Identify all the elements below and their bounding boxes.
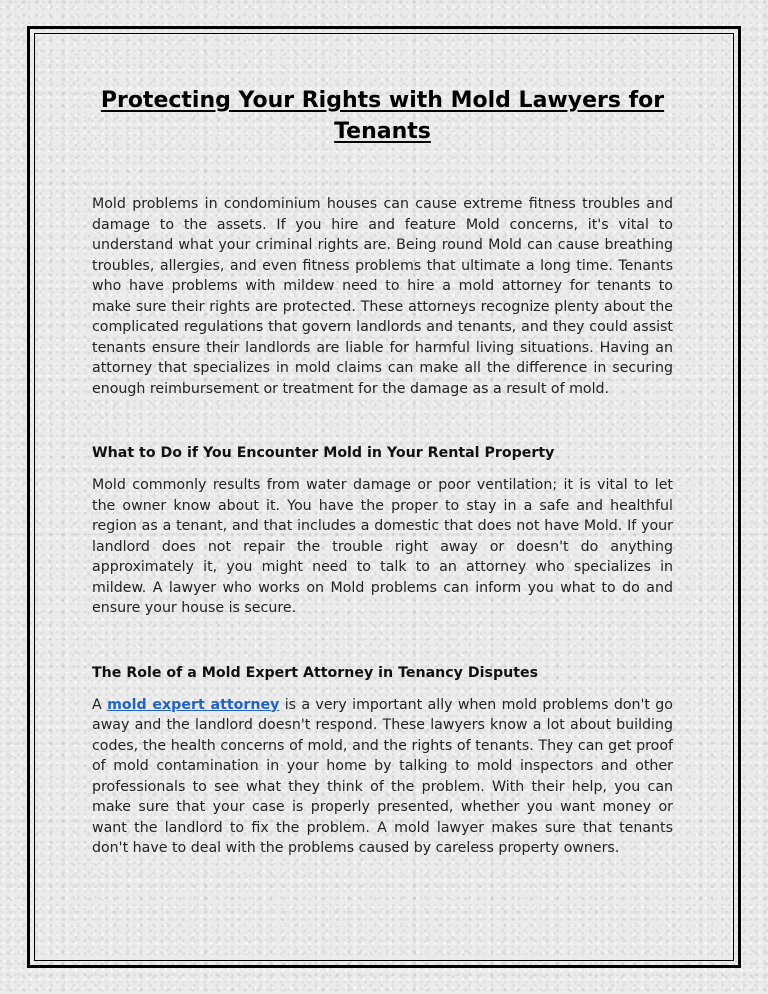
section-heading-encounter-mold: What to Do if You Encounter Mold in Your Rental Property xyxy=(92,445,555,461)
intro-paragraph: Mold problems in condominium houses can cause extreme fitness troubles and damage to the assets. If you hire and feature Mold concerns, it's vital to understand what your criminal rights are. Being round Mold can cause breathing troubles, allergies, and even fitness problems that ultimate a long time. Tenants who have problems with mildew need to hire a mold attorney for tenants to make sure their rights are protected. These attorneys recognize plenty about the complicated regulations that govern landlords and tenants, and they could assist tenants ensure their landlords are liable for harmful living situations. Having an attorney that specializes in mold claims can make all the difference in securing enough reimbursement or treatment for the damage as a result of mold. xyxy=(92,196,673,397)
paragraph-prefix-text: A xyxy=(92,696,108,713)
section-heading-role-attorney: The Role of a Mold Expert Attorney in Tenancy Disputes xyxy=(92,664,539,681)
section-paragraph-role-attorney xyxy=(92,695,673,859)
document-title: Protecting Your Rights with Mold Lawyers for Tenants xyxy=(100,88,665,144)
paragraph-suffix-text: is a very important ally when mold problems don't go away and the landlord doesn't respond. These lawyers know a lot about building codes, the health concerns of mold, and the rights of tenants. They can get proof of mold contamination in your home by talking to mold inspectors and other professionals to see what they think of the problem. With their help, you can make sure that your case is properly presented, whether you want money or want the landlord to fix the problem. A mold lawyer makes sure that tenants don't have to deal with the problems caused by careless property owners. xyxy=(92,696,673,856)
document-body xyxy=(92,84,673,859)
section-paragraph-encounter-mold: Mold commonly results from water damage or poor ventilation; it is vital to let the owner know about it. You have the proper to stay in a safe and healthful region as a tenant, and that includes a domestic that does not have Mold. If your landlord does not repair the trouble right away or doesn't do anything approximately it, you might need to talk to an attorney who specializes in mildew. A lawyer who works on Mold problems can inform you what to do and ensure your house is secure. xyxy=(92,477,673,616)
mold-expert-attorney-link[interactable]: mold expert attorney xyxy=(107,696,280,713)
